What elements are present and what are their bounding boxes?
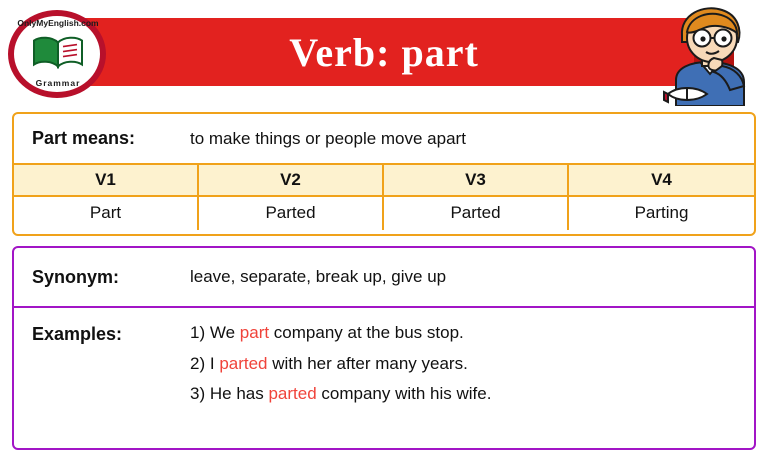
example-number: 3) [190,384,206,404]
verb-forms-table [14,163,754,230]
list-item [190,385,491,404]
verb-form-value-v4: Parting [634,203,689,222]
verb-form-value-v1: Part [89,203,122,222]
site-logo [6,8,110,100]
synonym-label: Synonym: [32,266,120,287]
examples-list [190,324,491,404]
list-item [190,355,491,374]
list-item [190,324,491,343]
verb-form-column-v1 [14,165,199,230]
example-text-pre: I [209,353,220,373]
open-book-icon [30,35,86,71]
example-number: 2) [190,353,206,373]
example-highlight: parted [219,353,268,373]
example-highlight: parted [268,384,317,404]
synonym-row [14,248,754,308]
example-text-post: company with his wife. [316,384,492,404]
meaning-and-forms-card [12,112,756,236]
verb-form-header-v1: V1 [14,165,197,197]
verb-form-value-v3: Parted [450,203,501,222]
examples-row [14,308,754,404]
page-title: Verb: part [289,29,479,75]
synonym-and-examples-card [12,246,756,450]
logo-bottom-text: Grammar [35,78,81,88]
verb-form-column-v2 [199,165,384,230]
example-text-pre: He has [209,384,269,404]
verb-form-column-v4 [569,165,754,230]
examples-label: Examples: [32,324,123,344]
example-number: 1) [190,323,206,342]
verb-form-column-v3 [384,165,569,230]
thinking-boy-illustration [652,2,762,106]
title-banner [60,18,708,86]
verb-form-header-v4: V4 [569,165,754,197]
synonym-text: leave, separate, break up, give up [190,267,447,286]
verb-form-header-v3: V3 [384,165,567,197]
example-text-pre: We [209,323,240,342]
example-text-post: with her after many years. [267,353,468,373]
verb-form-value-v2: Parted [265,203,316,222]
logo-top-text: OnlyMyEnglish.com [17,18,99,28]
page-header [0,0,768,106]
example-highlight: part [239,323,270,342]
meaning-text: to make things or people move apart [190,128,466,148]
meaning-row [14,114,754,163]
meaning-label: Part means: [32,128,136,148]
example-text-post: company at the bus stop. [269,323,464,342]
verb-form-header-v2: V2 [199,165,382,197]
